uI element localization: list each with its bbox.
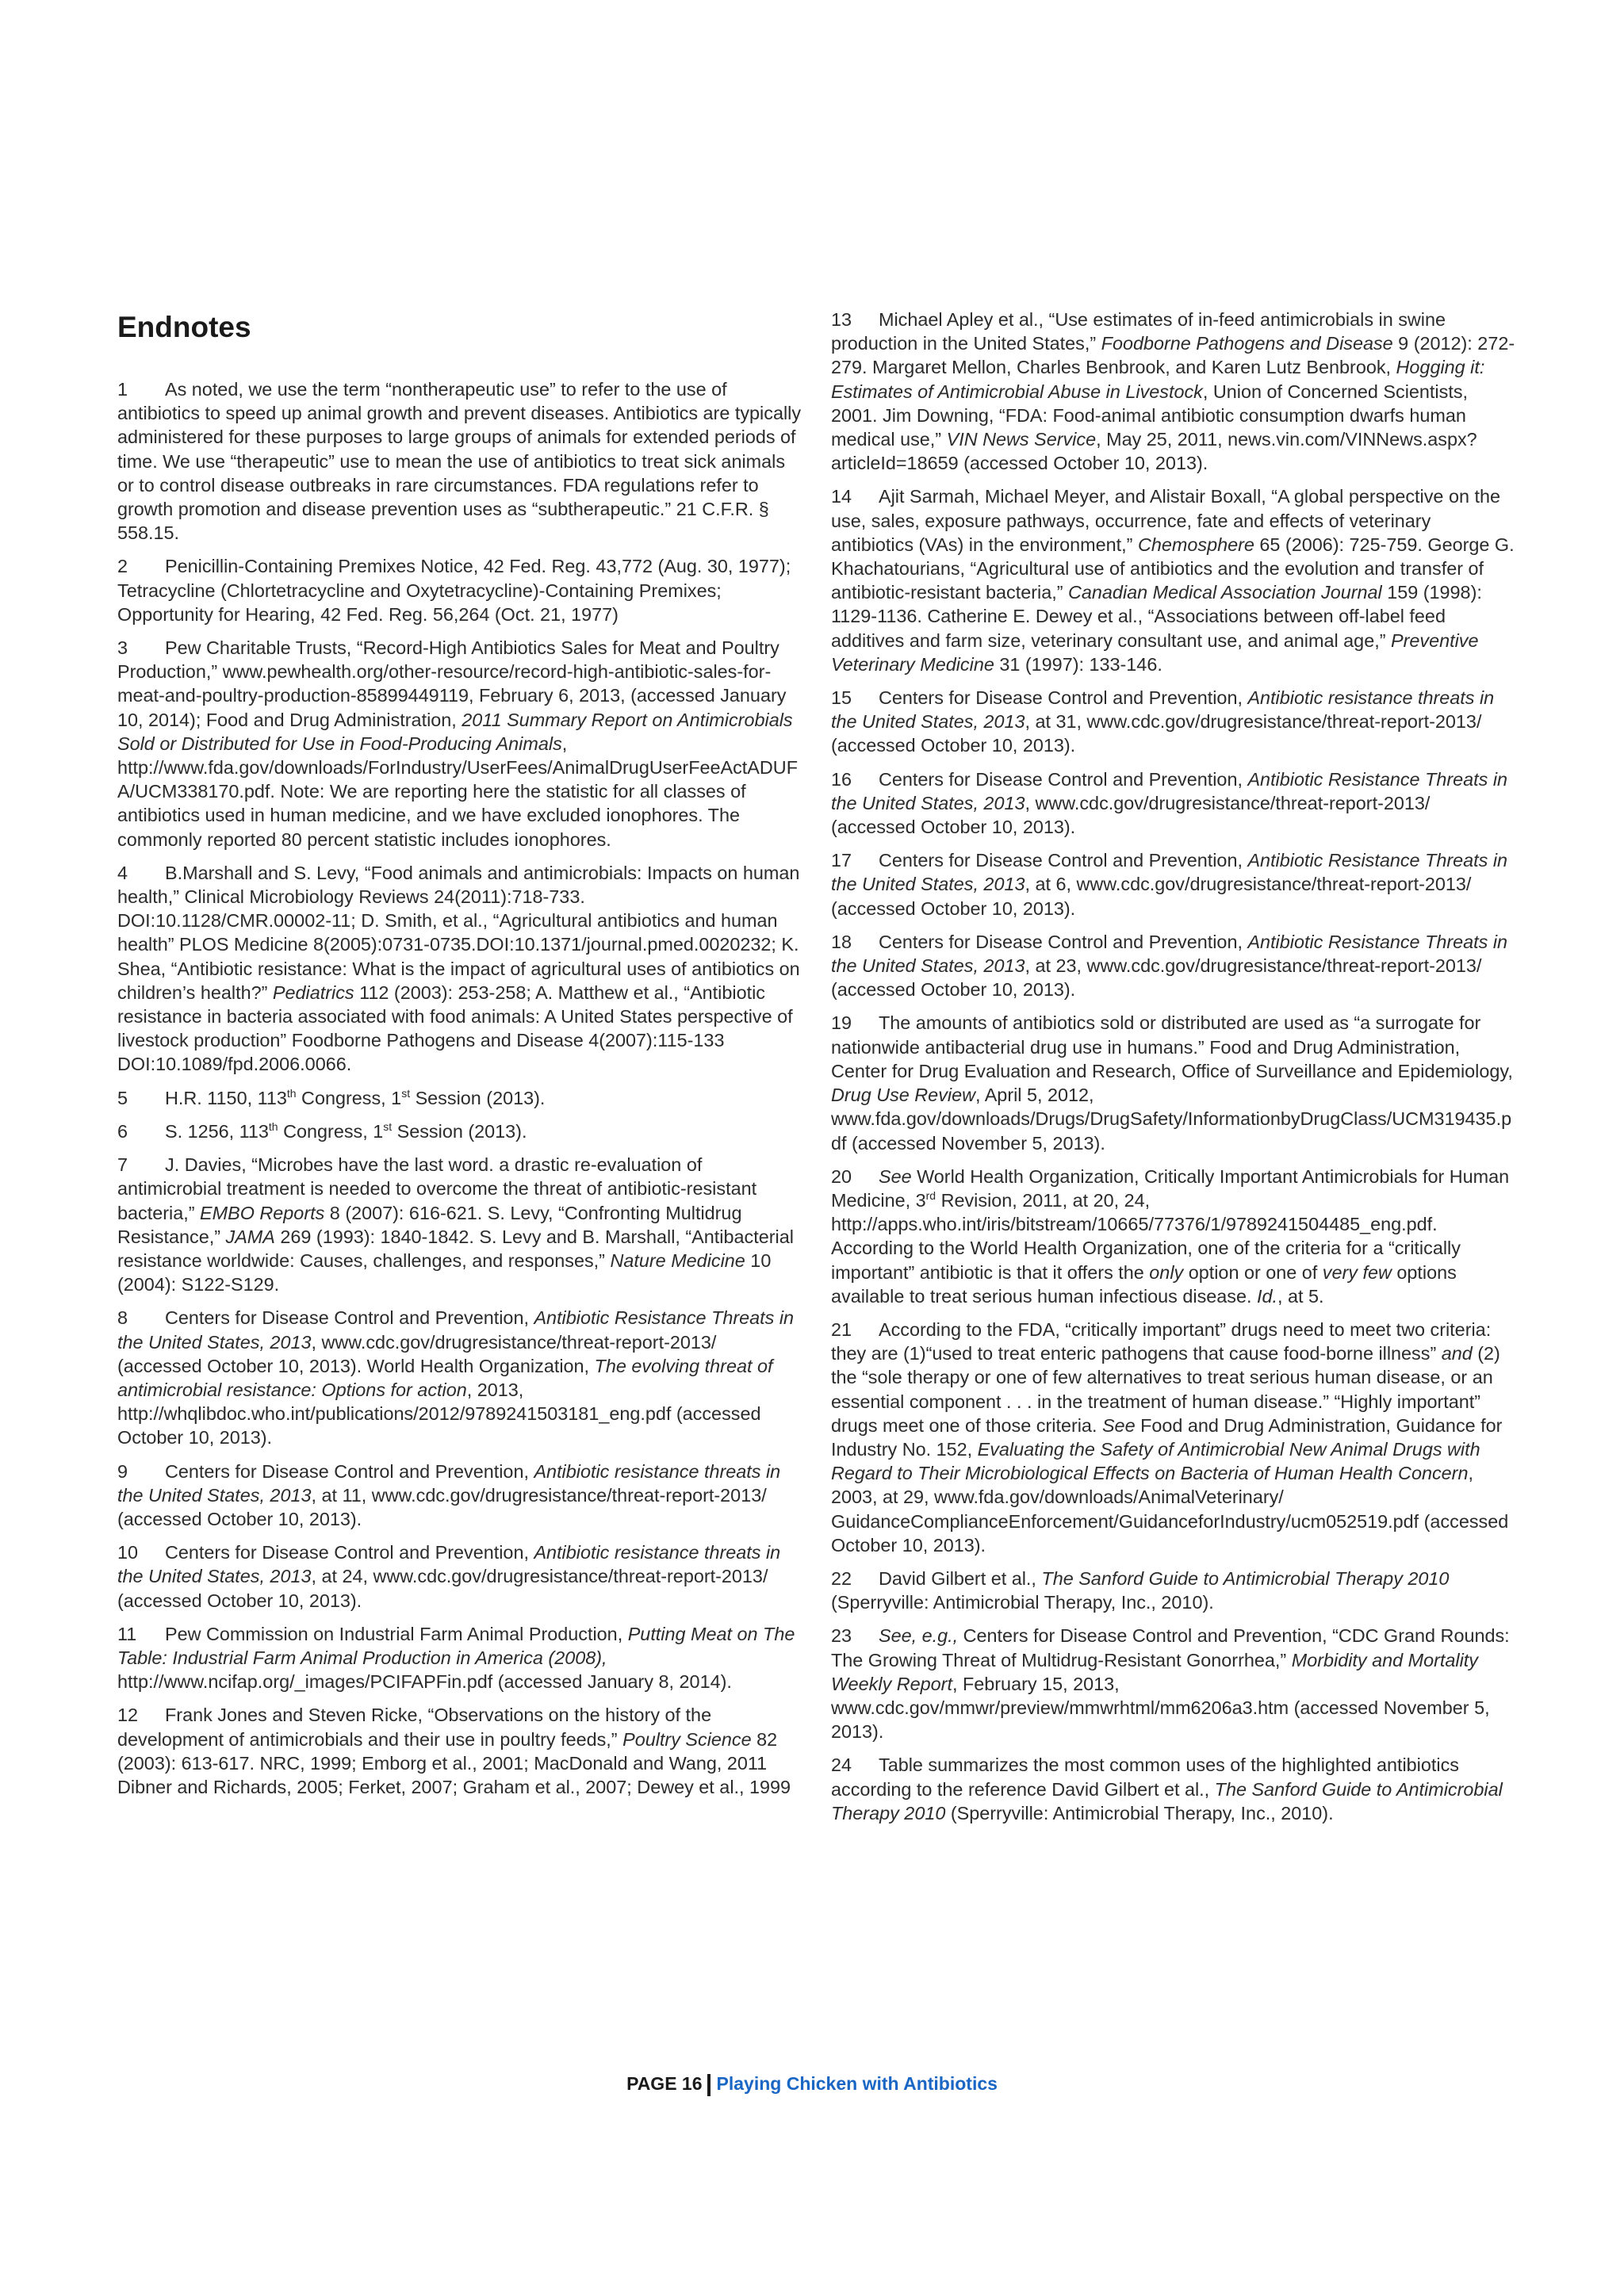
endnote-text: The amounts of antibiotics sold or distributed are used as “a surrogate for nationwide antibacterial drug use in humans.” Food and Drug Administration, Center for Drug Evaluation and Research, Office of Surveillance and Epidemiology, — [831, 1012, 1513, 1081]
endnote-text: 269 (1993): 1840-1842. S. Levy and B. Marshall, “Antibacterial resistance worldwide: Causes, challenges, and responses,” — [117, 1226, 794, 1271]
endnote-italic-text: very few — [1322, 1261, 1392, 1283]
endnote-text: , http://www.fda.gov/downloads/ForIndustry/UserFees/AnimalDrugUserFeeActADUFA/UCM338170.pdf. Note: We are reporting here the statistic for all classes of antibiotics used in human medicine, and we have excluded ionophores. The commonly reported 80 percent statistic includes ionophores. — [117, 733, 798, 850]
endnote-text: According to the FDA, “critically important” drugs need to meet two criteria: they are (1)“used to treat enteric pathogens that cause food-borne illness” — [831, 1318, 1492, 1364]
endnote-4 — [117, 861, 803, 1077]
endnote-text: 8 (2007): 616-621. S. Levy, “Confronting Multidrug Resistance,” — [117, 1202, 742, 1247]
endnote-text: , at 24, www.cdc.gov/drugresistance/threat-report-2013/ (accessed October 10, 2013). — [117, 1566, 768, 1611]
endnote-text: , May 25, 2011, news.vin.com/VINNews.aspx?articleId=18659 (accessed October 10, 2013). — [831, 429, 1477, 474]
endnote-italic-text: Evaluating the Safety of Antimicrobial New Animal Drugs with Regard to Their Microbiological Effects on Bacteria of Human Health Concern — [831, 1438, 1480, 1484]
endnote-number: 13 — [831, 309, 852, 330]
endnote-superscript: th — [268, 1120, 278, 1134]
endnote-italic-text: JAMA — [225, 1226, 275, 1247]
endnote-italic-text: Antibiotic Resistance Threats in the United States, 2013 — [831, 931, 1508, 977]
endnote-text: 31 (1997): 133-146. — [994, 653, 1162, 675]
endnote-number: 6 — [117, 1120, 128, 1142]
endnote-number: 5 — [117, 1087, 128, 1108]
endnote-text: Revision, 2011, at 20, 24, http://apps.who.int/iris/bitstream/10665/77376/1/9789241504485_eng.pdf. According to the World Health Organization, one of the criteria for a “critically important” antibiotic is that it offers the — [831, 1189, 1461, 1283]
endnote-number: 17 — [831, 850, 852, 871]
endnote-italic-text: Antibiotic Resistance Threats in the United States, 2013 — [117, 1307, 795, 1353]
endnote-number: 2 — [117, 556, 128, 577]
endnote-superscript: rd — [925, 1189, 936, 1203]
endnote-20 — [831, 1165, 1517, 1308]
endnote-6 — [117, 1119, 803, 1143]
endnote-23 — [831, 1624, 1517, 1743]
endnotes-left-column — [117, 377, 803, 1808]
endnote-19 — [831, 1011, 1517, 1154]
endnote-text: Table summarizes the most common uses of the highlighted antibiotics according to the reference David Gilbert et al., — [831, 1755, 1459, 1800]
endnote-text: , at 5. — [1277, 1285, 1324, 1307]
endnote-italic-text: Morbidity and Mortality Weekly Report — [831, 1649, 1478, 1694]
endnote-italic-text: Foodborne Pathogens and Disease — [1101, 333, 1393, 354]
endnote-text: Centers for Disease Control and Prevention, — [879, 931, 1248, 952]
endnote-number: 14 — [831, 486, 852, 507]
endnote-2 — [117, 554, 803, 626]
endnote-text: 159 (1998): 1129-1136. Catherine E. Dewey et al., “Associations between off-label feed additives and farm size, veterinary consultant use, and animal age,” — [831, 582, 1482, 651]
endnote-text: 112 (2003): 253-258; A. Matthew et al., “Antibiotic resistance in bacteria associated with food animals: A United States perspective of livestock production” Foodborne Pathogens and Disease 4(2007):115-133 DOI:10.1089/fpd.2006.0066. — [117, 982, 793, 1075]
endnote-text: (Sperryville: Antimicrobial Therapy, Inc., 2010). — [945, 1802, 1334, 1823]
endnote-number: 3 — [117, 637, 128, 659]
endnote-text: Session (2013). — [410, 1087, 546, 1108]
endnote-text: , at 23, www.cdc.gov/drugresistance/threat-report-2013/ (accessed October 10, 2013). — [831, 955, 1482, 1001]
endnote-italic-text: Drug Use Review — [831, 1085, 975, 1106]
endnote-italic-text: Antibiotic Resistance Threats in the United States, 2013 — [831, 850, 1508, 895]
endnote-number: 24 — [831, 1755, 852, 1776]
endnote-number: 1 — [117, 379, 128, 400]
endnote-text: Penicillin-Containing Premixes Notice, 42 Fed. Reg. 43,772 (Aug. 30, 1977); Tetracycline (Chlortetracycline and Oxytetracycline)-Containing Premixes; Opportunity for Hearing, 42 Fed. Reg. 56,264 (Oct. 21, 1977) — [117, 556, 791, 625]
endnote-text: Michael Apley et al., “Use estimates of in-feed antimicrobials in swine production in the United States,” — [831, 309, 1446, 354]
endnote-italic-text: Pediatrics — [272, 982, 354, 1003]
endnote-italic-text: only — [1149, 1261, 1184, 1283]
endnote-number: 9 — [117, 1460, 128, 1482]
endnote-text: 10 (2004): S122-S129. — [117, 1249, 772, 1295]
endnote-number: 16 — [831, 768, 852, 790]
endnote-text: J. Davies, “Microbes have the last word. a drastic re-evaluation of antimicrobial treatment is needed to overcome the threat of antibiotic-resistant bacteria,” — [117, 1154, 757, 1223]
endnote-italic-text: 2011 Summary Report on Antimicrobials Sold or Distributed for Use in Food-Producing Animals — [117, 709, 793, 754]
endnotes-heading: Endnotes — [117, 311, 251, 343]
endnote-15 — [831, 686, 1517, 758]
endnote-number: 12 — [117, 1705, 139, 1726]
endnote-number: 20 — [831, 1165, 852, 1187]
endnote-italic-text: Chemosphere — [1137, 534, 1254, 555]
endnote-3 — [117, 636, 803, 851]
endnote-text: Pew Charitable Trusts, “Record-High Antibiotics Sales for Meat and Poultry Production,” www.pewhealth.org/other-resource/record-high-antibiotic-sales-for-meat-and-poultry-production-85899449119, February 6, 2013, (accessed January 10, 2014); Food and Drug Administration, — [117, 637, 787, 730]
endnote-italic-text: The Sanford Guide to Antimicrobial Therapy 2010 — [1041, 1567, 1450, 1589]
endnote-text: 82 (2003): 613-617. NRC, 1999; Emborg et al., 2001; MacDonald and Wang, 2011 Dibner and Richards, 2005; Ferket, 2007; Graham et al., 2007; Dewey et al., 1999 — [117, 1728, 791, 1797]
endnote-text: http://www.ncifap.org/_images/PCIFAPFin.pdf (accessed January 8, 2014). — [117, 1671, 732, 1693]
endnote-text: 65 (2006): 725-759. George G. Khachatourians, “Agricultural use of antibiotics and the evolution and transfer of antibiotic-resistant bacteria,” — [831, 534, 1515, 603]
endnote-text: Centers for Disease Control and Prevention, — [165, 1460, 534, 1482]
endnote-8 — [117, 1306, 803, 1449]
endnote-text: Centers for Disease Control and Prevention, — [879, 768, 1248, 790]
endnote-12 — [117, 1703, 803, 1799]
endnote-italic-text: Id. — [1257, 1285, 1278, 1307]
page-number: PAGE 16 — [626, 2073, 703, 2094]
endnote-text: Food and Drug Administration, Guidance for Industry No. 152, — [831, 1414, 1503, 1460]
endnote-text: , April 5, 2012, www.fda.gov/downloads/Drugs/DrugSafety/InformationbyDrugClass/UCM319435.pdf (accessed November 5, 2013). — [831, 1085, 1512, 1154]
endnote-text: As noted, we use the term “nontherapeutic use” to refer to the use of antibiotics to speed up animal growth and prevent diseases. Antibiotics are typically administered for these purposes to large groups of animals for extended periods of time. We use “therapeutic” use to mean the use of antibiotics to treat sick animals or to control disease outbreaks in rare circumstances. FDA regulations refer to growth promotion and disease prevention uses as “subtherapeutic.” 21 C.F.R. § 558.15. — [117, 379, 802, 544]
document-title: Playing Chicken with Antibiotics — [716, 2073, 998, 2094]
endnote-text: Centers for Disease Control and Prevention, — [879, 687, 1248, 709]
endnote-number: 21 — [831, 1318, 852, 1340]
endnote-18 — [831, 930, 1517, 1002]
endnote-italic-text: The evolving threat of antimicrobial resistance: Options for action — [117, 1355, 773, 1400]
endnote-italic-text: Canadian Medical Association Journal — [1068, 582, 1382, 603]
endnote-number: 10 — [117, 1542, 139, 1563]
endnote-text: Ajit Sarmah, Michael Meyer, and Alistair Boxall, “A global perspective on the use, sales, exposure pathways, occurrence, fate and effects of veterinary antibiotics (VAs) in the environment,” — [831, 486, 1500, 555]
endnote-text: Session (2013). — [392, 1120, 527, 1142]
endnote-text: , at 11, www.cdc.gov/drugresistance/threat-report-2013/ (accessed October 10, 2013). — [117, 1484, 767, 1529]
endnote-text: Centers for Disease Control and Prevention, “CDC Grand Rounds: The Growing Threat of Multidrug-Resistant Gonorrhea,” — [831, 1625, 1510, 1670]
endnote-number: 4 — [117, 862, 128, 883]
endnote-number: 23 — [831, 1625, 852, 1647]
endnote-17 — [831, 848, 1517, 920]
endnote-text: David Gilbert et al., — [879, 1567, 1042, 1589]
endnote-text: (2) the “sole therapy or one of few alternatives to treat serious human disease, or an essential component . . . in the treatment of human disease.” “Highly important” drugs meet one of those criteria. — [831, 1343, 1500, 1436]
endnote-italic-text: Poultry Science — [622, 1728, 752, 1750]
endnote-text: , www.cdc.gov/drugresistance/threat-report-2013/ (accessed October 10, 2013). — [831, 792, 1431, 838]
endnote-number: 7 — [117, 1154, 128, 1176]
endnote-text: World Health Organization, Critically Important Antimicrobials for Human Medicine, 3 — [831, 1165, 1510, 1211]
endnote-text: Congress, 1 — [278, 1120, 384, 1142]
endnote-superscript: st — [401, 1086, 411, 1100]
endnote-text: option or one of — [1183, 1261, 1323, 1283]
endnote-italic-text: Preventive Veterinary Medicine — [831, 629, 1479, 675]
endnote-text: (Sperryville: Antimicrobial Therapy, Inc., 2010). — [831, 1592, 1214, 1613]
endnote-italic-text: EMBO Reports — [200, 1202, 325, 1223]
endnote-24 — [831, 1753, 1517, 1825]
endnote-italic-text: Antibiotic Resistance Threats in the United States, 2013 — [831, 768, 1508, 813]
endnote-italic-text: Hogging it: Estimates of Antimicrobial Abuse in Livestock — [831, 357, 1485, 402]
endnote-text: , 2013, http://whqlibdoc.who.int/publications/2012/9789241503181_eng.pdf (accessed October 10, 2013). — [117, 1379, 761, 1448]
endnote-text: H.R. 1150, 113 — [165, 1087, 287, 1108]
endnote-text: , at 31, www.cdc.gov/drugresistance/threat-report-2013/ (accessed October 10, 2013). — [831, 711, 1482, 756]
endnote-7 — [117, 1153, 803, 1296]
footer-divider — [707, 2074, 710, 2096]
endnote-22 — [831, 1567, 1517, 1614]
endnote-text: B.Marshall and S. Levy, “Food animals and antimicrobials: Impacts on human health,” Clinical Microbiology Reviews 24(2011):718-733. DOI:10.1128/CMR.00002-11; D. Smith, et al., “Agricultural antibiotics and human health” PLOS Medicine 8(2005):0731-0735.DOI:10.1371/journal.pmed.0020232; K. Shea, “Antibiotic resistance: What is the impact of agricultural uses of antibiotics on children’s health?” — [117, 862, 800, 1003]
endnote-italic-text: See — [879, 1165, 912, 1187]
endnote-italic-text: Putting Meat on The Table: Industrial Farm Animal Production in America (2008), — [117, 1623, 795, 1668]
endnote-text: 9 (2012): 272-279. Margaret Mellon, Charles Benbrook, and Karen Lutz Benbrook, — [831, 333, 1515, 378]
page-footer — [0, 2073, 1624, 2096]
endnote-text: Pew Commission on Industrial Farm Animal Production, — [165, 1623, 628, 1644]
endnote-1 — [117, 377, 803, 545]
endnote-text: , February 15, 2013, www.cdc.gov/mmwr/preview/mmwrhtml/mm6206a3.htm (accessed November 5, 2013). — [831, 1673, 1490, 1743]
endnote-number: 19 — [831, 1012, 852, 1034]
endnote-italic-text: The Sanford Guide to Antimicrobial Therapy 2010 — [831, 1778, 1503, 1823]
endnote-italic-text: Antibiotic resistance threats in the United States, 2013 — [117, 1460, 781, 1506]
endnote-text: , at 6, www.cdc.gov/drugresistance/threat-report-2013/ (accessed October 10, 2013). — [831, 874, 1472, 919]
endnote-text: Congress, 1 — [296, 1087, 402, 1108]
endnote-number: 11 — [117, 1623, 137, 1644]
endnote-superscript: st — [383, 1120, 393, 1134]
endnote-21 — [831, 1318, 1517, 1557]
endnote-italic-text: VIN News Service — [946, 429, 1097, 450]
endnote-italic-text: Nature Medicine — [610, 1249, 745, 1271]
endnote-text: , 2003, at 29, www.fda.gov/downloads/AnimalVeterinary/ GuidanceComplianceEnforcement/GuidanceforIndustry/ucm052519.pdf (accessed October 10, 2013). — [831, 1463, 1509, 1556]
endnote-text: , www.cdc.gov/drugresistance/threat-report-2013/ (accessed October 10, 2013). World Health Organization, — [117, 1331, 717, 1376]
endnote-italic-text: See — [1101, 1414, 1136, 1436]
endnote-text: Centers for Disease Control and Prevention, — [165, 1542, 534, 1563]
endnote-italic-text: Antibiotic resistance threats in the United States, 2013 — [831, 687, 1495, 733]
endnote-text: Frank Jones and Steven Ricke, “Observations on the history of the development of antimicrobials and their use in poultry feeds,” — [117, 1705, 712, 1750]
endnote-number: 22 — [831, 1567, 852, 1589]
endnote-text: Centers for Disease Control and Prevention, — [879, 850, 1248, 871]
endnote-italic-text: Antibiotic resistance threats in the United States, 2013 — [117, 1542, 781, 1587]
endnote-9 — [117, 1460, 803, 1532]
endnote-text: options available to treat serious human infectious disease. — [831, 1261, 1457, 1307]
endnote-number: 15 — [831, 687, 852, 709]
endnote-italic-text: and — [1441, 1343, 1473, 1364]
endnote-13 — [831, 308, 1517, 475]
endnote-number: 18 — [831, 931, 852, 952]
endnote-11 — [117, 1622, 803, 1694]
endnote-superscript: th — [286, 1086, 297, 1100]
endnote-14 — [831, 484, 1517, 676]
endnote-text: , Union of Concerned Scientists, 2001. Jim Downing, “FDA: Food-animal antibiotic consumption dwarfs human medical use,” — [831, 381, 1469, 450]
endnote-italic-text: See, e.g., — [879, 1625, 959, 1647]
endnote-text: Centers for Disease Control and Prevention, — [165, 1307, 534, 1329]
endnotes-right-column — [831, 308, 1517, 1835]
endnote-5 — [117, 1086, 803, 1110]
endnote-10 — [117, 1540, 803, 1613]
endnote-16 — [831, 767, 1517, 840]
endnote-number: 8 — [117, 1307, 128, 1329]
endnote-text: S. 1256, 113 — [165, 1120, 269, 1142]
